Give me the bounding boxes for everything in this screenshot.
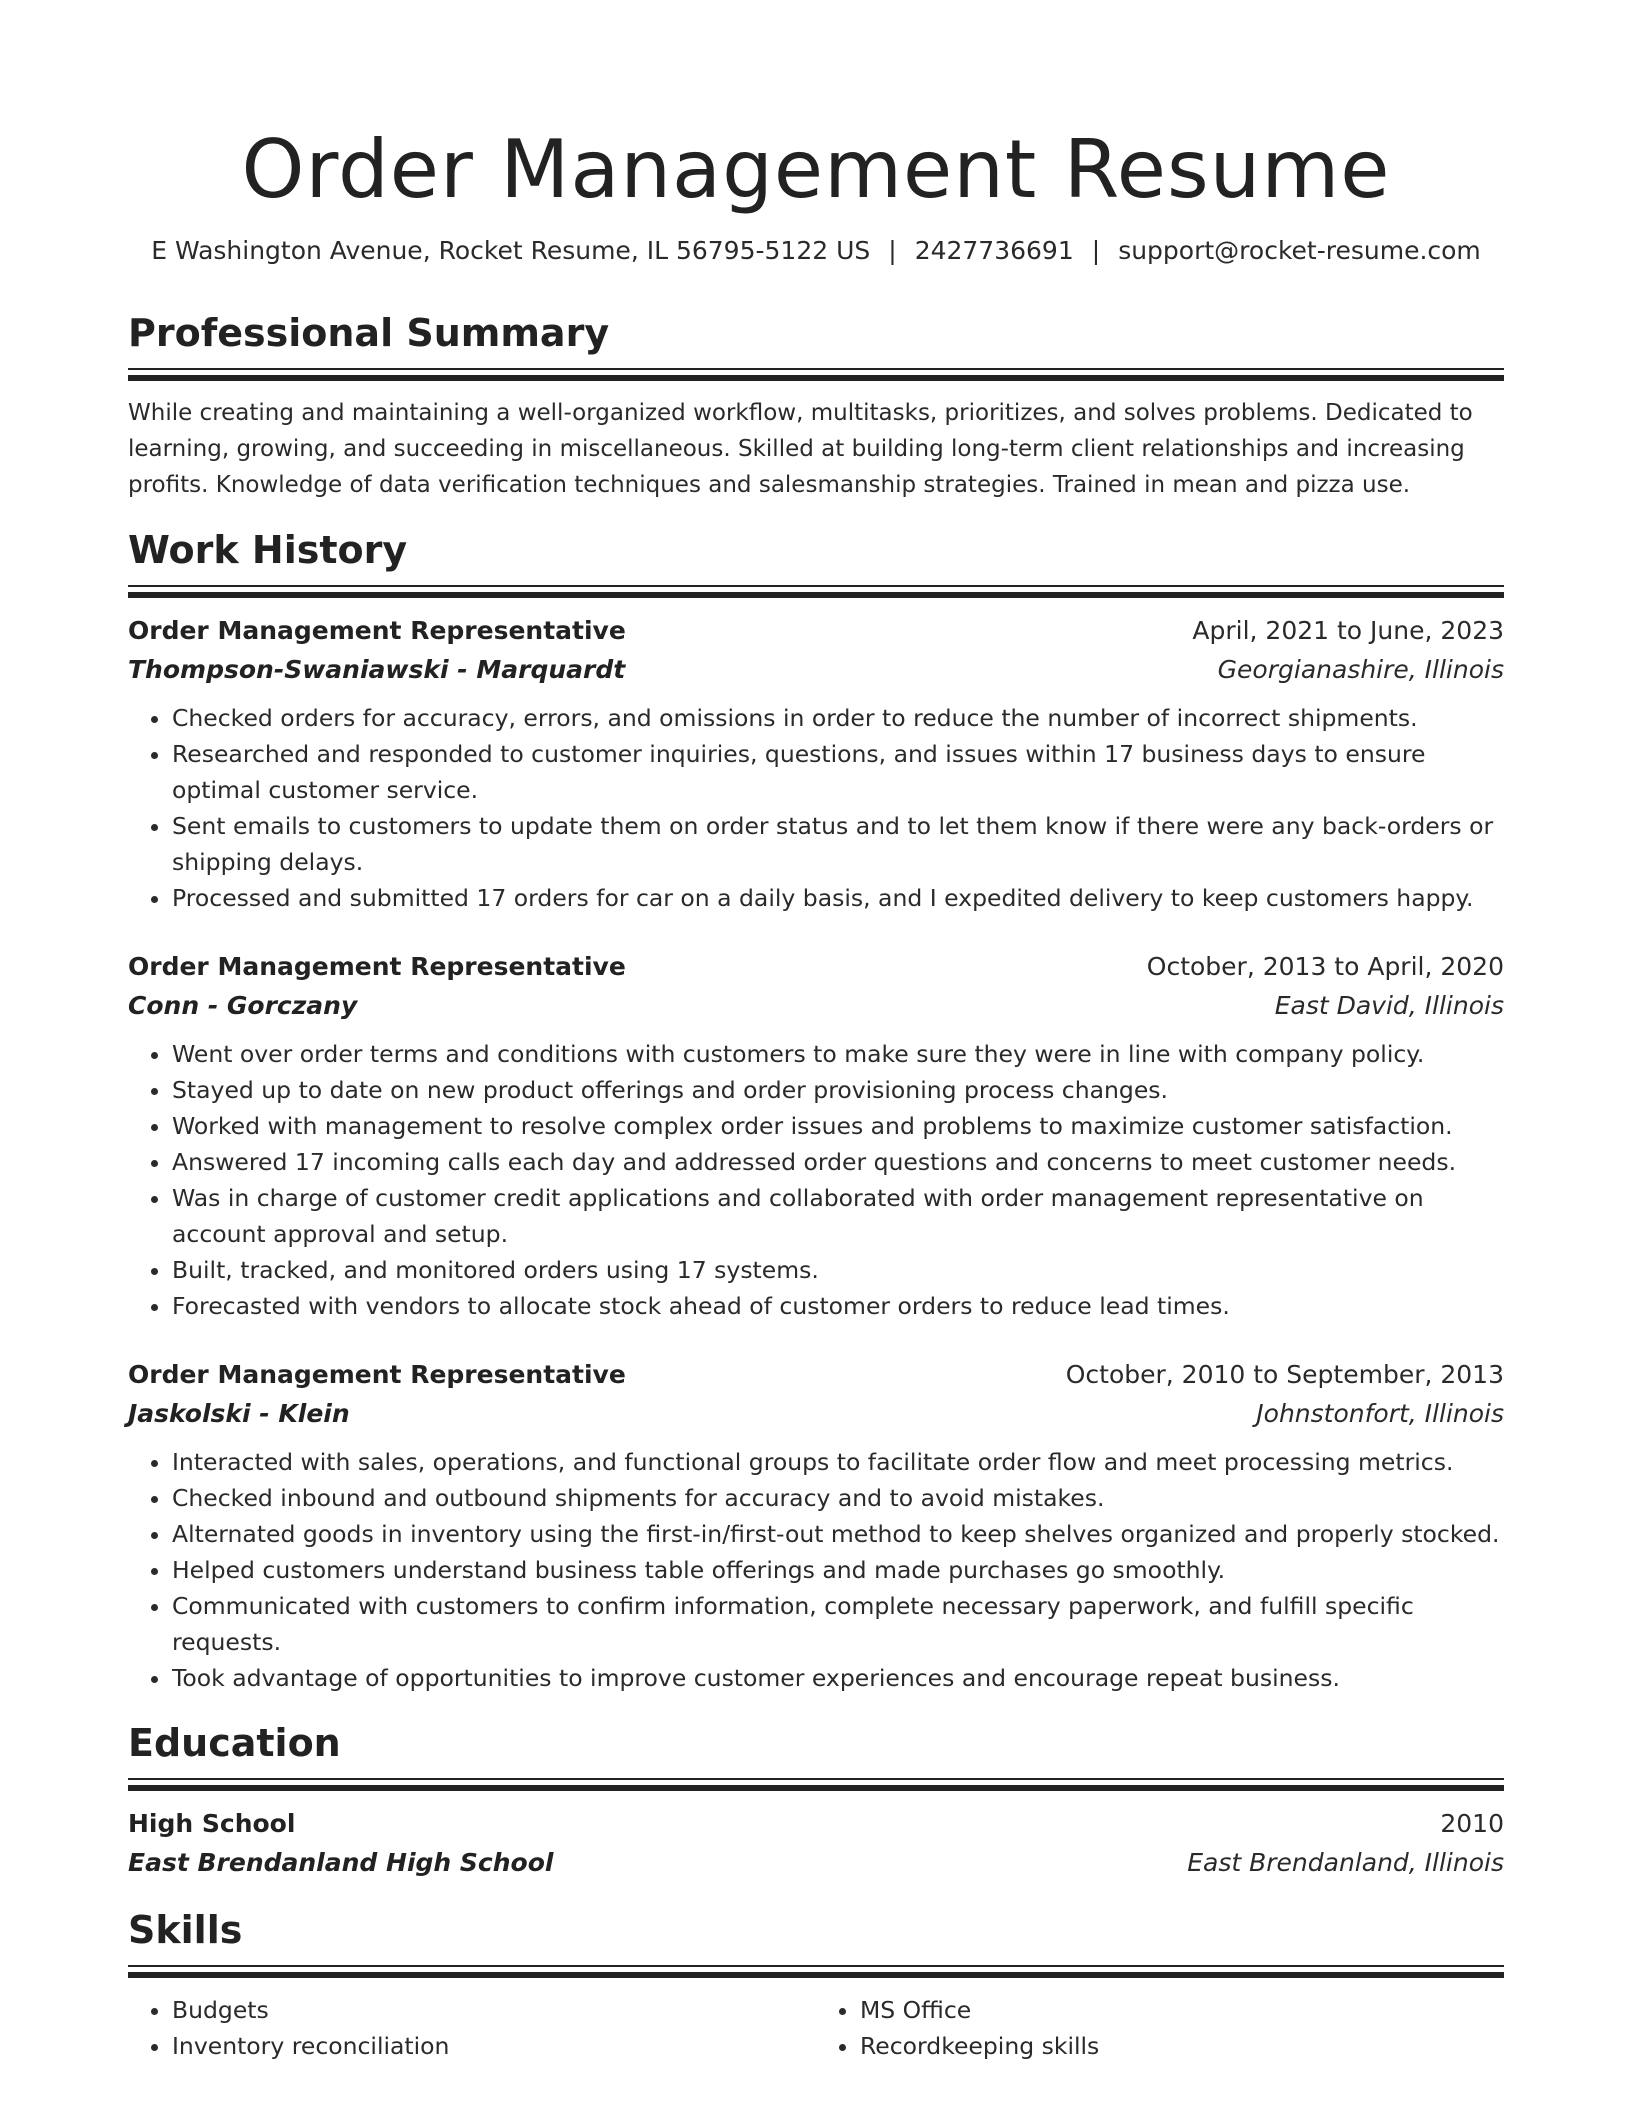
job-duty: • Built, tracked, and monitored orders using 17 systems. bbox=[172, 1252, 1504, 1288]
job-duty: • Checked inbound and outbound shipments for accuracy and to avoid mistakes. bbox=[172, 1480, 1504, 1516]
job-duty: • Forecasted with vendors to allocate stock ahead of customer orders to reduce lead times. bbox=[172, 1288, 1504, 1324]
summary-text: While creating and maintaining a well-organized workflow, multitasks, prioritizes, and solves problems. Dedicated to learning, growing, and succeeding in miscellaneous. Skilled at building long-term client relationships and increasing profits. Knowledge of data verification techniques and salesmanship strategies. Trained in mean and pizza use. bbox=[128, 400, 1473, 498]
job-company: Conn - Gorczany bbox=[128, 991, 358, 1020]
section-divider bbox=[128, 1965, 1504, 1967]
job-duties bbox=[128, 1444, 1504, 1696]
skill-item: • Inventory reconciliation bbox=[172, 2028, 816, 2064]
job-dates: April, 2021 to June, 2023 bbox=[1192, 616, 1504, 645]
job-location: Georgianashire, Illinois bbox=[1217, 655, 1504, 684]
contact-separator: | bbox=[1091, 236, 1101, 265]
job-duty: • Processed and submitted 17 orders for car on a daily basis, and I expedited delivery to keep customers happy. bbox=[172, 880, 1504, 916]
job-duties bbox=[128, 700, 1504, 916]
job-dates: October, 2010 to September, 2013 bbox=[1065, 1360, 1504, 1389]
job-duty: • Sent emails to customers to update them on order status and to let them know if there were any back-orders or shipping delays. bbox=[172, 808, 1504, 880]
job-duty: • Worked with management to resolve complex order issues and problems to maximize customer satisfaction. bbox=[172, 1108, 1504, 1144]
skills-section bbox=[128, 1905, 1504, 2064]
summary-heading: Professional Summary bbox=[128, 311, 610, 355]
contact-separator: | bbox=[888, 236, 897, 265]
section-divider-thick bbox=[128, 592, 1504, 598]
job-company: Thompson-Swaniawski - Marquardt bbox=[128, 655, 626, 684]
job-entry bbox=[128, 1356, 1504, 1696]
job-duty: • Stayed up to date on new product offerings and order provisioning process changes. bbox=[172, 1072, 1504, 1108]
education-section bbox=[128, 1718, 1504, 1883]
skill-item: • Recordkeeping skills bbox=[860, 2028, 1504, 2064]
skills-column-left bbox=[128, 1992, 816, 2064]
job-duty: • Alternated goods in inventory using the first-in/first-out method to keep shelves organized and properly stocked. bbox=[172, 1516, 1504, 1552]
skill-item: • Budgets bbox=[172, 1992, 816, 2028]
job-duty: • Interacted with sales, operations, and functional groups to facilitate order flow and meet processing metrics. bbox=[172, 1444, 1504, 1480]
section-divider-thick bbox=[128, 1785, 1504, 1791]
section-divider bbox=[128, 585, 1504, 587]
section-divider bbox=[128, 1778, 1504, 1780]
job-location: Johnstonfort, Illinois bbox=[1256, 1399, 1504, 1428]
skills-grid bbox=[128, 1992, 1504, 2064]
section-divider-thick bbox=[128, 1972, 1504, 1978]
job-duty: • Answered 17 incoming calls each day and addressed order questions and concerns to meet customer needs. bbox=[172, 1144, 1504, 1180]
job-duty: • Researched and responded to customer inquiries, questions, and issues within 17 business days to ensure optimal customer service. bbox=[172, 736, 1504, 808]
job-title: Order Management Representative bbox=[128, 616, 626, 645]
job-duty: • Went over order terms and conditions with customers to make sure they were in line with company policy. bbox=[172, 1036, 1504, 1072]
job-duties bbox=[128, 1036, 1504, 1324]
skill-item: • MS Office bbox=[860, 1992, 1504, 2028]
job-dates: October, 2013 to April, 2020 bbox=[1146, 952, 1504, 981]
job-location: East David, Illinois bbox=[1274, 991, 1504, 1020]
job-duty: • Was in charge of customer credit applications and collaborated with order management representative on account approval and setup. bbox=[172, 1180, 1504, 1252]
education-location: East Brendanland, Illinois bbox=[1187, 1848, 1504, 1877]
contact-email: support@rocket-resume.com bbox=[1118, 236, 1481, 265]
education-degree: High School bbox=[128, 1809, 296, 1838]
work-history-heading: Work History bbox=[128, 528, 408, 572]
education-heading: Education bbox=[128, 1721, 341, 1765]
contact-phone: 2427736691 bbox=[914, 236, 1074, 265]
section-divider bbox=[128, 368, 1504, 370]
education-school: East Brendanland High School bbox=[128, 1848, 554, 1877]
job-duty: • Took advantage of opportunities to improve customer experiences and encourage repeat business. bbox=[172, 1660, 1504, 1696]
job-entry bbox=[128, 612, 1504, 916]
job-company: Jaskolski - Klein bbox=[128, 1399, 350, 1428]
job-duty: • Checked orders for accuracy, errors, and omissions in order to reduce the number of incorrect shipments. bbox=[172, 700, 1504, 736]
education-year: 2010 bbox=[1440, 1809, 1504, 1838]
resume-page bbox=[128, 0, 1504, 2064]
job-duty: • Communicated with customers to confirm information, complete necessary paperwork, and fulfill specific requests. bbox=[172, 1588, 1504, 1660]
job-entry bbox=[128, 948, 1504, 1324]
education-entry bbox=[128, 1805, 1504, 1883]
section-divider-thick bbox=[128, 375, 1504, 381]
job-title: Order Management Representative bbox=[128, 1360, 626, 1389]
summary-section bbox=[128, 308, 1504, 503]
job-title: Order Management Representative bbox=[128, 952, 626, 981]
contact-address: E Washington Avenue, Rocket Resume, IL 56795-5122 US bbox=[151, 236, 871, 265]
skills-column-right bbox=[816, 1992, 1504, 2064]
resume-title: Order Management Resume bbox=[241, 123, 1391, 216]
contact-line bbox=[128, 234, 1504, 268]
skills-heading: Skills bbox=[128, 1908, 243, 1952]
work-history-section bbox=[128, 525, 1504, 1696]
job-duty: • Helped customers understand business table offerings and made purchases go smoothly. bbox=[172, 1552, 1504, 1588]
